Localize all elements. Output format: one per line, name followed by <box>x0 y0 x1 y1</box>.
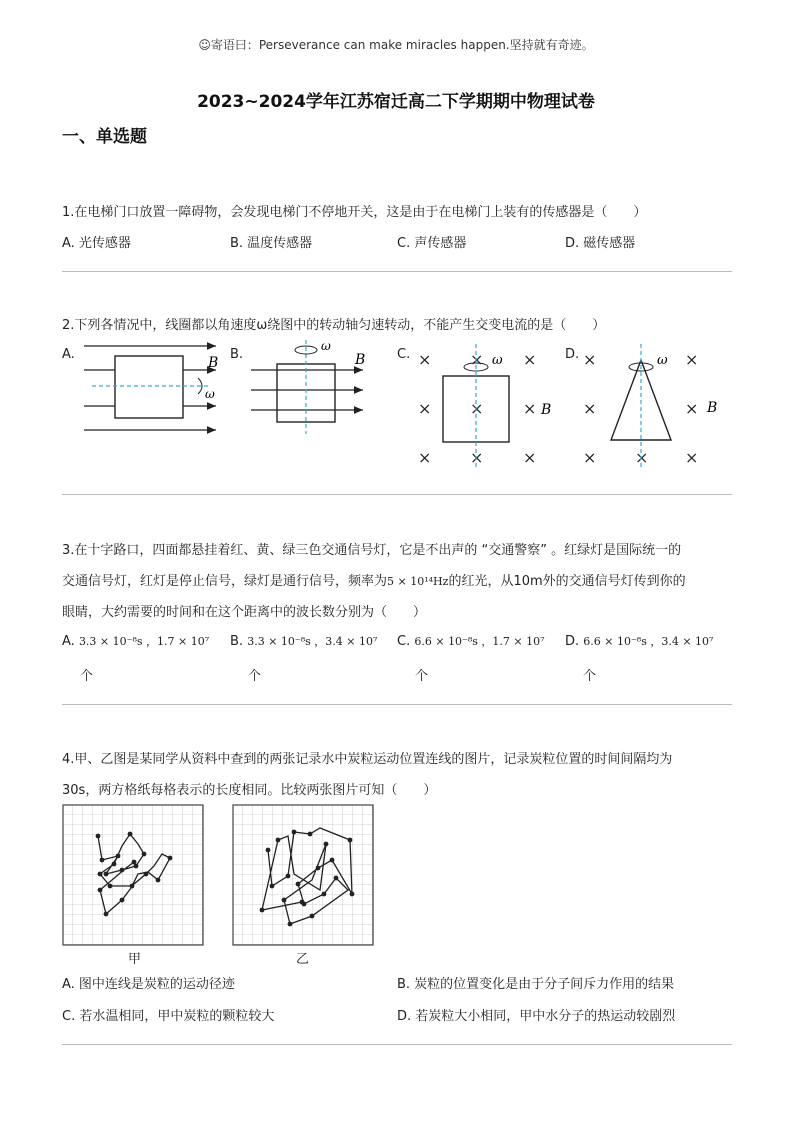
q2-figure-d <box>575 340 735 470</box>
q4-line1: 4.甲、乙图是某同学从资料中查到的两张记录水中炭粒运动位置连线的图片，记录炭粒位置的时间间隔均为 <box>62 752 673 767</box>
q4-figure-jia <box>62 804 204 946</box>
q4-option-d[interactable]: D. 若炭粒大小相同，甲中水分子的热运动较剧烈 <box>397 1009 676 1024</box>
divider <box>62 494 732 495</box>
svg-text:B: B <box>707 400 718 416</box>
svg-text:×: × <box>470 448 484 467</box>
q3-option-b[interactable]: B. 3.3 × 10⁻⁸s ，3.4 × 10⁷ <box>230 634 378 649</box>
divider <box>62 271 732 272</box>
q4-option-c[interactable]: C. 若水温相同，甲中炭粒的颗粒较大 <box>62 1009 275 1024</box>
q3-option-d-unit: 个 <box>583 669 597 684</box>
q3-option-c-unit: 个 <box>415 669 429 684</box>
q3-option-b-unit: 个 <box>248 669 262 684</box>
q3-option-c[interactable]: C. 6.6 × 10⁻⁸s ，1.7 × 10⁷ <box>397 634 545 649</box>
svg-text:×: × <box>418 448 432 467</box>
q2-option-a-label[interactable]: A. <box>62 347 75 362</box>
q2-figure-b <box>245 338 375 438</box>
svg-text:×: × <box>470 399 484 418</box>
svg-text:ω: ω <box>321 339 331 353</box>
svg-text:×: × <box>583 399 597 418</box>
q4-figure-yi <box>232 804 374 946</box>
q1-option-b[interactable]: B. 温度传感器 <box>230 236 313 251</box>
svg-text:ω: ω <box>492 353 503 368</box>
section-heading: 一、单选题 <box>62 127 147 147</box>
q4-option-a[interactable]: A. 图中连线是炭粒的运动径迹 <box>62 977 235 992</box>
divider <box>62 1044 732 1045</box>
divider <box>62 704 732 705</box>
svg-text:×: × <box>418 399 432 418</box>
q1-option-c[interactable]: C. 声传感器 <box>397 236 467 251</box>
svg-text:ω: ω <box>657 353 668 368</box>
svg-text:×: × <box>685 399 699 418</box>
q3-line2: 交通信号灯，红灯是停止信号，绿灯是通行信号，频率为5 × 10¹⁴Hz的红光，从10m外的交通信号灯传到你的 <box>62 574 686 589</box>
svg-text:×: × <box>470 350 484 369</box>
q2-option-b-label[interactable]: B. <box>230 347 244 362</box>
svg-text:×: × <box>523 448 537 467</box>
q4-line2: 30s，两方格纸每格表示的长度相同。比较两张图片可知（ ） <box>62 783 437 798</box>
svg-text:×: × <box>635 448 649 467</box>
svg-text:×: × <box>418 350 432 369</box>
svg-text:×: × <box>583 448 597 467</box>
q3-option-d[interactable]: D. 6.6 × 10⁻⁸s ，3.4 × 10⁷ <box>565 634 714 649</box>
b-field-symbol: B <box>208 355 219 371</box>
omega-symbol: ω <box>205 387 215 401</box>
q2-figure-a <box>80 338 230 438</box>
exam-title: 2023~2024学年江苏宿迁高二下学期期中物理试卷 <box>197 92 595 112</box>
q3-line1: 3.在十字路口，四面都悬挂着红、黄、绿三色交通信号灯，它是不出声的 “交通警察” 。红绿灯是国际统一的 <box>62 543 682 558</box>
svg-text:×: × <box>583 350 597 369</box>
q3-line3: 眼睛，大约需要的时间和在这个距离中的波长数分别为（ ） <box>62 605 427 620</box>
frequency-math: 5 × 10¹⁴Hz <box>387 575 449 588</box>
svg-text:×: × <box>685 350 699 369</box>
svg-text:×: × <box>685 448 699 467</box>
q1-option-d[interactable]: D. 磁传感器 <box>565 236 636 251</box>
svg-text:×: × <box>523 350 537 369</box>
q1-stem: 1.在电梯门口放置一障碍物，会发现电梯门不停地开关，这是由于在电梯门上装有的传感器是（ ） <box>62 205 647 220</box>
svg-text:B: B <box>355 352 366 368</box>
svg-text:B: B <box>541 402 552 418</box>
q2-stem: 2.下列各情况中，线圈都以角速度ω绕图中的转动轴匀速转动，不能产生交变电流的是（ ） <box>62 318 606 333</box>
q3-option-a-unit: 个 <box>80 669 94 684</box>
svg-text:×: × <box>523 399 537 418</box>
q1-option-a[interactable]: A. 光传感器 <box>62 236 131 251</box>
q2-figure-c <box>410 340 560 470</box>
q2-option-d-label[interactable]: D. <box>565 347 580 362</box>
q2-option-c-label[interactable]: C. <box>397 347 411 362</box>
q4-figure-jia-label: 甲 <box>128 952 142 967</box>
q4-figure-yi-label: 乙 <box>296 952 310 967</box>
motto-line: ☺寄语曰：Perseverance can make miracles happen.坚持就有奇迹。 <box>198 38 594 52</box>
q3-option-a[interactable]: A. 3.3 × 10⁻⁸s ，1.7 × 10⁷ <box>62 634 210 649</box>
q4-option-b[interactable]: B. 炭粒的位置变化是由于分子间斥力作用的结果 <box>397 977 675 992</box>
